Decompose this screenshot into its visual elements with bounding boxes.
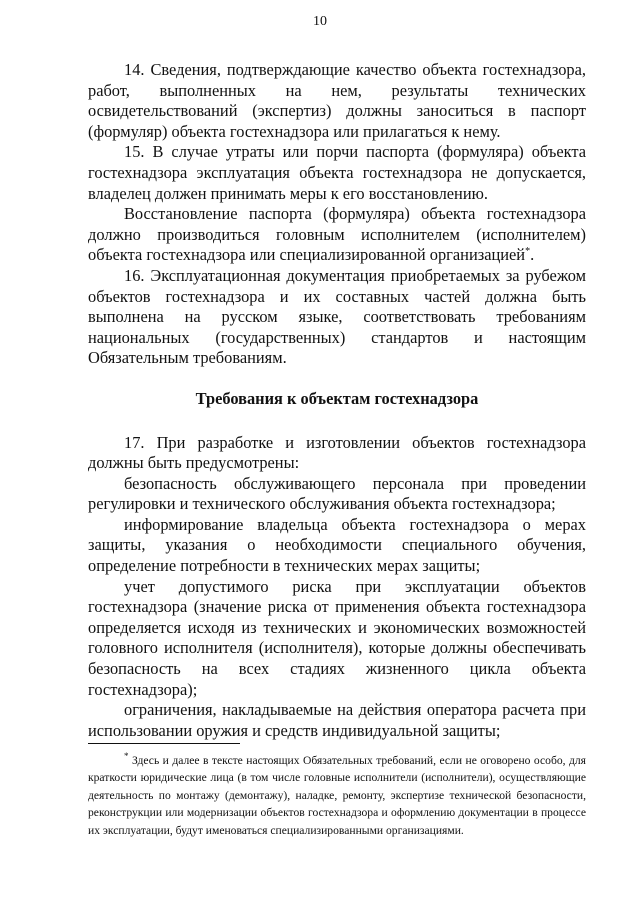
paragraph-15: 15. В случае утраты или порчи паспорта (формуляра) объекта гостехнадзора эксплуатация объекта гостехнадзора не допускается, владелец должен принимать меры к его восстановлению. (88, 142, 586, 203)
footnote-separator (88, 743, 240, 744)
list-item-personnel-safety: безопасность обслуживающего персонала при проведении регулировки и технического обслуживания объекта гостехнадзора; (88, 473, 586, 514)
paragraph-restoration (88, 204, 586, 266)
list-item-owner-information: информирование владельца объекта гостехнадзора о мерах защиты, указания о необходимости специального обучения, определение потребности в технических мерах защиты; (88, 514, 586, 576)
footnote (88, 752, 586, 839)
list-item-operator-restrictions: ограничения, накладываемые на действия оператора расчета при использовании оружия и средств индивидуальной защиты; (88, 700, 586, 740)
paragraph-14: 14. Сведения, подтверждающие качество объекта гостехнадзора, работ, выполненных на нем, результаты технических освидетельствований (экспертиз) должны заноситься в паспорт (формуляр) объекта гостехнадзора или прилагаться к нему. (88, 60, 586, 141)
paragraph-restoration-end: . (530, 245, 535, 265)
footnote-text: Здесь и далее в тексте настоящих Обязательных требований, если не оговорено особо, для краткости юридические лица (в том числе головные исполнители (исполнители), осуществляющие деятельность по монтажу (демонтажу), наладке, ремонту, экспертизе технической безопасности, реконструкции или модернизации объектов гостехнадзора и оформлению документации в процессе их эксплуатации, будут именоваться специализированными организациями. (88, 754, 587, 837)
paragraph-17: 17. При разработке и изготовлении объектов гостехнадзора должны быть предусмотрены: (88, 432, 586, 473)
section-heading: Требования к объектам гостехнадзора (195, 388, 479, 408)
paragraph-restoration-text: Восстановление паспорта (формуляра) объекта гостехнадзора должно производиться головным исполнителем (исполнителем) объекта гостехнадзора или специализированной организацией (88, 204, 586, 265)
footnote-marker: * (124, 751, 129, 761)
page-number: 10 (313, 14, 327, 29)
paragraph-16: 16. Эксплуатационная документация приобретаемых за рубежом объектов гостехнадзора и их составных частей должна быть выполнена на русском языке, соответствовать требованиям национальных (государственных) стандартов и настоящим Обязательным требованиям. (88, 265, 586, 368)
document-body (88, 60, 586, 741)
footnote-reference: * (525, 246, 531, 258)
list-item-acceptable-risk: учет допустимого риска при эксплуатации объектов гостехнадзора (значение риска от применения объекта гостехнадзора определяется исходя из технических и экономических возможностей головного исполнителя (исполнителя), которые должны обеспечивать безопасность на всех стадиях жизненного цикла объекта гостехнадзора); (88, 576, 586, 699)
